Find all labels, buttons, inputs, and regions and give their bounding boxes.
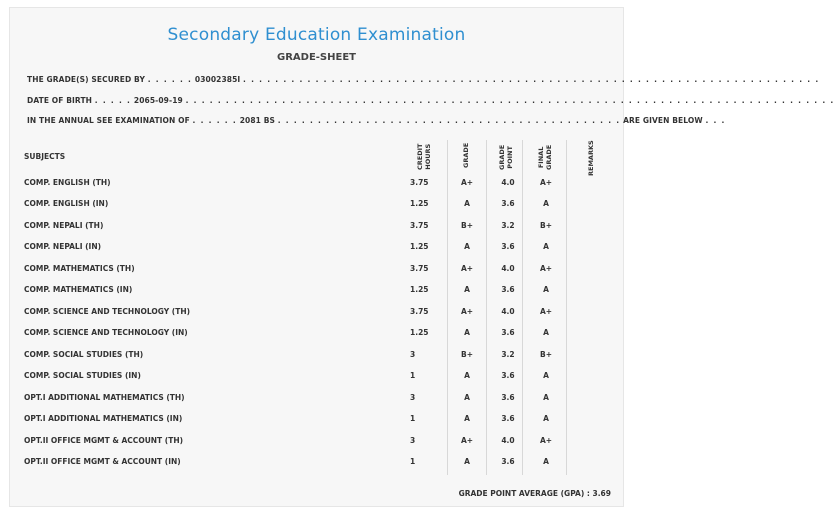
grade-point-cell: 3.6 — [501, 199, 515, 208]
grade-point-cell: 3.2 — [501, 221, 515, 230]
subject-cell: COMP. MATHEMATICS (TH) — [24, 264, 135, 273]
grade-point-cell: 3.2 — [501, 350, 515, 359]
table-row — [24, 391, 584, 405]
exam-suffix-dots: . . . — [705, 116, 726, 125]
final-grade-cell: A+ — [539, 436, 553, 445]
credit-hours-cell: 1.25 — [410, 285, 429, 294]
table-row — [24, 326, 584, 340]
subject-cell: OPT.II OFFICE MGMT & ACCOUNT (IN) — [24, 457, 181, 466]
grade-cell: A — [464, 371, 470, 380]
credit-hours-cell: 3.75 — [410, 221, 429, 230]
credit-hours-cell: 3.75 — [410, 307, 429, 316]
grade-point-cell: 4.0 — [501, 264, 515, 273]
grade-cell: A+ — [460, 307, 474, 316]
grade-point-cell: 4.0 — [501, 178, 515, 187]
credit-hours-cell: 1 — [410, 371, 416, 380]
subject-cell: OPT.II OFFICE MGMT & ACCOUNT (TH) — [24, 436, 184, 445]
grade-point-cell: 3.6 — [501, 285, 515, 294]
final-grade-cell: A+ — [539, 264, 553, 273]
final-grade-cell: A — [543, 371, 549, 380]
header-credit-line2: HOURS — [424, 143, 432, 170]
subject-cell: OPT.I ADDITIONAL MATHEMATICS (TH) — [24, 393, 185, 402]
final-grade-cell: A+ — [539, 178, 553, 187]
grade-point-cell: 3.6 — [501, 328, 515, 337]
table-row — [24, 412, 584, 426]
header-final-line1: FINAL — [537, 146, 545, 169]
exam-value: 2081 BS — [239, 116, 276, 125]
grade-cell: B+ — [460, 350, 473, 359]
credit-hours-cell: 1 — [410, 457, 416, 466]
header-final-line2: GRADE — [545, 144, 553, 170]
credit-hours-cell: 1 — [410, 414, 416, 423]
grade-point-cell: 4.0 — [501, 436, 515, 445]
subject-cell: COMP. ENGLISH (TH) — [24, 178, 111, 187]
subject-cell: OPT.I ADDITIONAL MATHEMATICS (IN) — [24, 414, 183, 423]
info-secured-by — [27, 75, 819, 84]
grade-cell: A+ — [460, 178, 474, 187]
dob-value: 2065-09-19 — [133, 96, 183, 105]
grade-cell: A — [464, 414, 470, 423]
exam-suffix: ARE GIVEN BELOW — [623, 116, 703, 125]
table-row — [24, 283, 584, 297]
grade-cell: A — [464, 285, 470, 294]
credit-hours-cell: 1.25 — [410, 328, 429, 337]
table-row — [24, 434, 584, 448]
final-grade-cell: A — [543, 393, 549, 402]
final-grade-cell: A+ — [539, 307, 553, 316]
page-title: Secondary Education Examination — [167, 25, 466, 45]
table-row — [24, 219, 584, 233]
header-credit-line1: CREDIT — [416, 143, 424, 170]
subject-cell: COMP. NEPALI (TH) — [24, 221, 104, 230]
secured-dots-before: . . . . . . — [147, 75, 193, 84]
final-grade-cell: B+ — [539, 221, 552, 230]
header-grade-point — [498, 145, 514, 170]
subject-cell: COMP. SOCIAL STUDIES (IN) — [24, 371, 141, 380]
header-final-grade — [537, 145, 553, 170]
gpa-value: 3.69 — [592, 489, 611, 498]
final-grade-cell: A — [543, 457, 549, 466]
subject-cell: COMP. ENGLISH (IN) — [24, 199, 109, 208]
table-row — [24, 176, 584, 190]
grade-cell: A+ — [460, 264, 474, 273]
subject-cell: COMP. SCIENCE AND TECHNOLOGY (IN) — [24, 328, 188, 337]
grade-point-cell: 3.6 — [501, 457, 515, 466]
dob-label: DATE OF BIRTH — [27, 96, 93, 105]
secured-label: THE GRADE(S) SECURED BY — [27, 75, 145, 84]
grade-point-cell: 3.6 — [501, 414, 515, 423]
header-gp-line1: GRADE — [498, 144, 506, 170]
table-row — [24, 369, 584, 383]
grade-point-cell: 3.6 — [501, 393, 515, 402]
credit-hours-cell: 1.25 — [410, 199, 429, 208]
grade-point-cell: 3.6 — [501, 242, 515, 251]
final-grade-cell: B+ — [539, 350, 552, 359]
credit-hours-cell: 3.75 — [410, 264, 429, 273]
final-grade-cell: A — [543, 199, 549, 208]
gpa-summary — [459, 489, 611, 498]
header-grade-label: GRADE — [462, 142, 470, 168]
header-remarks-label: REMARKS — [587, 140, 595, 176]
table-row — [24, 348, 584, 362]
subject-cell: COMP. MATHEMATICS (IN) — [24, 285, 133, 294]
grade-point-cell: 3.6 — [501, 371, 515, 380]
table-row — [24, 240, 584, 254]
grade-cell: A — [464, 328, 470, 337]
final-grade-cell: A — [543, 242, 549, 251]
info-date-of-birth — [27, 96, 835, 105]
final-grade-cell: A — [543, 414, 549, 423]
gpa-label: GRADE POINT AVERAGE (GPA) : — [458, 489, 590, 498]
header-gp-line2: POINT — [506, 146, 514, 169]
grade-cell: A — [464, 242, 470, 251]
dob-dots-after: . . . . . . . . . . . . . . . . . . . . . . . . . . . . . . . . . . . . . . . . . . . . . . . . . . . . . . . . . . . . . . . . . . . . . . . . . . . . . . . . . — [185, 96, 835, 105]
credit-hours-cell: 3 — [410, 393, 416, 402]
subject-cell: COMP. NEPALI (IN) — [24, 242, 102, 251]
table-row — [24, 262, 584, 276]
credit-hours-cell: 1.25 — [410, 242, 429, 251]
grade-cell: A — [464, 393, 470, 402]
credit-hours-cell: 3 — [410, 350, 416, 359]
grade-cell: A — [464, 199, 470, 208]
subject-cell: COMP. SCIENCE AND TECHNOLOGY (TH) — [24, 307, 191, 316]
grade-cell: A — [464, 457, 470, 466]
final-grade-cell: A — [543, 285, 549, 294]
grade-cell: A+ — [460, 436, 474, 445]
exam-label: IN THE ANNUAL SEE EXAMINATION OF — [27, 116, 190, 125]
credit-hours-cell: 3.75 — [410, 178, 429, 187]
credit-hours-cell: 3 — [410, 436, 416, 445]
secured-value: 03002385I — [194, 75, 241, 84]
header-subjects: SUBJECTS — [24, 152, 66, 161]
secured-dots-after: . . . . . . . . . . . . . . . . . . . . . . . . . . . . . . . . . . . . . . . . . . . . . . . . . . . . . . . . . . . . . . . . . . . . . . . . — [243, 75, 820, 84]
dob-dots-before: . . . . . — [94, 96, 132, 105]
grade-cell: B+ — [460, 221, 473, 230]
exam-dots-before: . . . . . . — [192, 116, 237, 125]
final-grade-cell: A — [543, 328, 549, 337]
grade-point-cell: 4.0 — [501, 307, 515, 316]
page-subtitle: GRADE-SHEET — [277, 52, 356, 63]
table-row — [24, 455, 584, 469]
exam-dots-after: . . . . . . . . . . . . . . . . . . . . . . . . . . . . . . . . . . . . . . . . . . . — [277, 116, 621, 125]
table-row — [24, 197, 584, 211]
info-exam — [27, 116, 726, 125]
header-credit-hours — [416, 144, 432, 170]
header-grade — [462, 143, 470, 168]
subject-cell: COMP. SOCIAL STUDIES (TH) — [24, 350, 144, 359]
table-row — [24, 305, 584, 319]
header-remarks — [587, 140, 595, 176]
